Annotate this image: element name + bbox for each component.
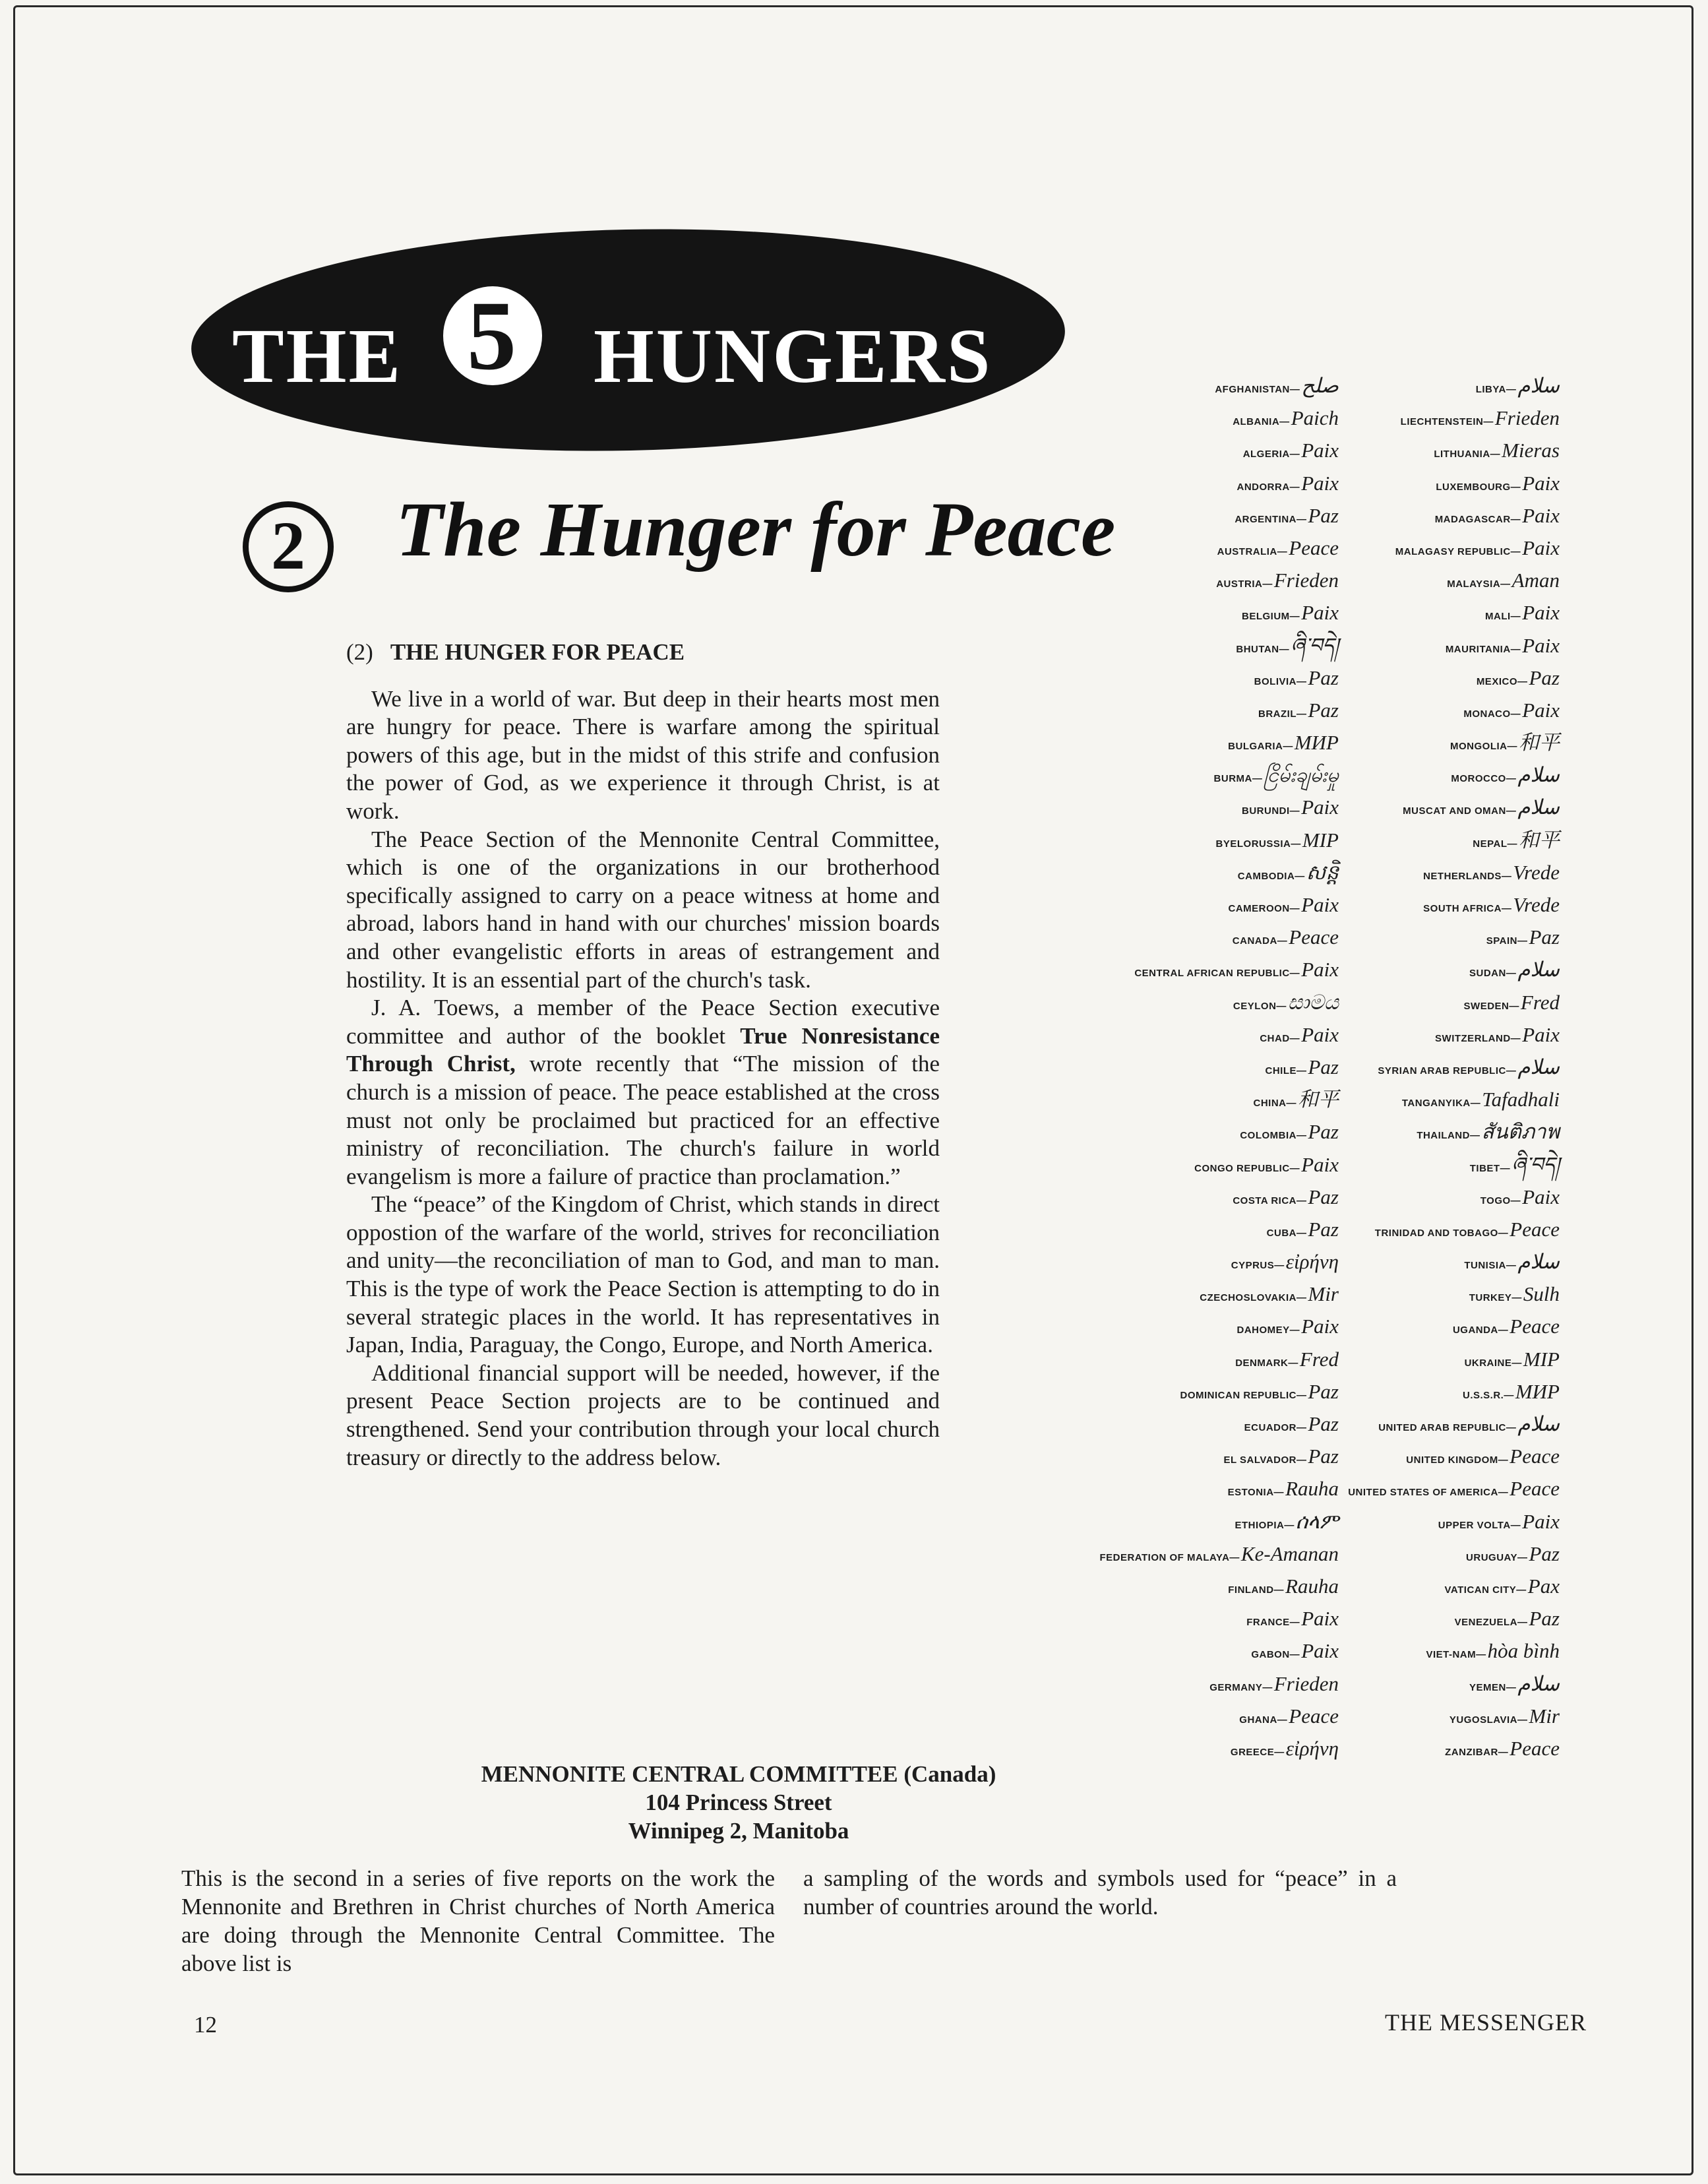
peace-list-item bbox=[1138, 596, 1560, 629]
article-paragraph bbox=[346, 994, 940, 1191]
peace-word: Rauha bbox=[1285, 1477, 1339, 1501]
peace-word: Paix bbox=[1301, 1315, 1339, 1338]
country-name: CEYLON— bbox=[1233, 1000, 1287, 1012]
peace-word: Paz bbox=[1308, 1185, 1339, 1208]
country-name: URUGUAY— bbox=[1466, 1551, 1528, 1563]
peace-list-item bbox=[1138, 1635, 1560, 1667]
peace-word: ཞི་བདེ། bbox=[1511, 1152, 1560, 1176]
country-name: COLOMBIA— bbox=[1240, 1130, 1307, 1142]
peace-list-item bbox=[1138, 564, 1560, 596]
peace-word: Paz bbox=[1529, 1542, 1560, 1565]
article-paragraph: The Peace Section of the Mennonite Central Committee, which is one of the organizations in our brotherhood specifically assigned to carry on a peace witness at home and abroad, labors hand in hand with our churches' mission boards and other evangelistic efforts in areas of estrangement and hostility. It is an essential part of the church's task. bbox=[346, 826, 940, 993]
country-name: MALAGASY REPUBLIC— bbox=[1395, 546, 1521, 557]
page-title: The Hunger for Peace bbox=[396, 486, 1116, 573]
peace-list-item bbox=[1138, 1408, 1560, 1440]
peace-word: Frieden bbox=[1273, 569, 1339, 592]
peace-word: Paz bbox=[1308, 1120, 1339, 1144]
country-name: BURMA— bbox=[1213, 773, 1263, 785]
address-line: MENNONITE CENTRAL COMMITTEE (Canada) bbox=[481, 1761, 996, 1787]
peace-word: МІР bbox=[1523, 1347, 1560, 1371]
country-name: AUSTRIA— bbox=[1216, 578, 1273, 590]
peace-list-item bbox=[1138, 726, 1560, 759]
country-name: SPAIN— bbox=[1486, 935, 1528, 947]
country-name: MUSCAT AND OMAN— bbox=[1403, 805, 1517, 817]
peace-list-item bbox=[1138, 1505, 1560, 1538]
country-name: LUXEMBOURG— bbox=[1436, 481, 1521, 493]
country-name: CHILE— bbox=[1265, 1065, 1307, 1076]
peace-word: Paix bbox=[1301, 1639, 1339, 1663]
country-name: MALAYSIA— bbox=[1447, 578, 1511, 590]
peace-word: Paix bbox=[1522, 536, 1560, 559]
peace-list-item bbox=[1138, 1018, 1560, 1051]
peace-word: سلام bbox=[1517, 1055, 1560, 1078]
subtitle-number-badge: 2 bbox=[243, 501, 334, 592]
country-name: CUBA— bbox=[1266, 1227, 1307, 1239]
peace-word: Paix bbox=[1301, 958, 1339, 982]
peace-word: سلام bbox=[1517, 374, 1560, 397]
country-name: COSTA RICA— bbox=[1233, 1195, 1307, 1206]
country-name: DENMARK— bbox=[1235, 1357, 1298, 1369]
country-name: SOUTH AFRICA— bbox=[1423, 903, 1512, 914]
country-name: MONGOLIA— bbox=[1450, 741, 1517, 753]
peace-word: සාමය bbox=[1287, 990, 1339, 1014]
footnote-left: This is the second in a series of five reports on the work the Mennonite and Brethren in Christ churches of North America are doing through the Mennonite Central Committee. The above list is bbox=[181, 1865, 775, 1976]
country-name: FINLAND— bbox=[1228, 1584, 1285, 1596]
peace-word: Frieden bbox=[1494, 406, 1560, 430]
peace-word: hòa bình bbox=[1487, 1639, 1560, 1663]
masthead-prefix: THE bbox=[232, 313, 403, 399]
peace-list-item bbox=[1138, 1602, 1560, 1635]
peace-word: Tafadhali bbox=[1482, 1088, 1560, 1111]
peace-list-item bbox=[1138, 1375, 1560, 1408]
peace-word: Ke-Amanan bbox=[1240, 1542, 1339, 1565]
peace-list-item bbox=[1138, 986, 1560, 1018]
country-name: CAMEROON— bbox=[1228, 903, 1300, 914]
country-name: GHANA— bbox=[1239, 1714, 1288, 1726]
country-name: ALBANIA— bbox=[1233, 416, 1290, 428]
peace-word-list-right bbox=[1138, 369, 1560, 1764]
peace-word: Paix bbox=[1522, 1509, 1560, 1533]
peace-word: سلام bbox=[1517, 1250, 1560, 1274]
country-name: U.S.S.R.— bbox=[1462, 1389, 1514, 1401]
country-name: GABON— bbox=[1251, 1649, 1300, 1661]
peace-list-item bbox=[1138, 1472, 1560, 1505]
booklet-title: True Nonresistance Through Christ, bbox=[346, 1022, 940, 1077]
country-name: CHINA— bbox=[1253, 1098, 1296, 1109]
peace-word: Paix bbox=[1522, 633, 1560, 657]
country-name: ZANZIBAR— bbox=[1445, 1746, 1509, 1758]
article-paragraph: Additional financial support will be needed, however, if the present Peace Section projects are to be continued and strengthened. Send your contribution through your local church treasury or directly to the address below. bbox=[346, 1359, 940, 1470]
country-name: VENEZUELA— bbox=[1454, 1617, 1528, 1629]
country-name: UNITED KINGDOM— bbox=[1406, 1454, 1509, 1466]
peace-word: Sulh bbox=[1523, 1282, 1560, 1306]
peace-word: Paz bbox=[1308, 1379, 1339, 1403]
article-heading-number: (2) bbox=[346, 639, 373, 665]
peace-list-item bbox=[1138, 1310, 1560, 1342]
peace-list-item bbox=[1138, 369, 1560, 402]
peace-word: Rauha bbox=[1285, 1574, 1339, 1598]
peace-word: Paix bbox=[1301, 796, 1339, 819]
country-name: FEDERATION OF MALAYA— bbox=[1099, 1551, 1240, 1563]
country-name: MALI— bbox=[1485, 611, 1521, 623]
country-name: BHUTAN— bbox=[1236, 643, 1290, 655]
masthead-number: 5 bbox=[443, 286, 542, 385]
country-name: BELGIUM— bbox=[1242, 611, 1300, 623]
country-name: CONGO REPUBLIC— bbox=[1194, 1162, 1300, 1174]
country-name: LIECHTENSTEIN— bbox=[1400, 416, 1494, 428]
address-line: 104 Princess Street bbox=[645, 1790, 832, 1815]
country-name: VATICAN CITY— bbox=[1444, 1584, 1527, 1596]
peace-list-item bbox=[1138, 1343, 1560, 1375]
country-name: CAMBODIA— bbox=[1237, 870, 1305, 882]
peace-list-item bbox=[1138, 921, 1560, 953]
country-name: TURKEY— bbox=[1469, 1292, 1522, 1304]
country-name: BRAZIL— bbox=[1258, 708, 1307, 720]
peace-list-item bbox=[1138, 856, 1560, 889]
peace-word: Fred bbox=[1299, 1347, 1339, 1371]
peace-word: Peace bbox=[1289, 1704, 1339, 1728]
peace-list-item bbox=[1138, 1570, 1560, 1602]
peace-word: ሰላም bbox=[1295, 1509, 1339, 1533]
country-name: LIBYA— bbox=[1475, 384, 1517, 395]
country-name: MOROCCO— bbox=[1451, 773, 1517, 785]
country-name: UKRAINE— bbox=[1464, 1357, 1522, 1369]
peace-word: سلام bbox=[1517, 1671, 1560, 1695]
peace-word: Paz bbox=[1308, 1217, 1339, 1241]
peace-word: Paix bbox=[1522, 601, 1560, 625]
peace-word: Paix bbox=[1301, 471, 1339, 495]
peace-word: Vrede bbox=[1513, 893, 1560, 916]
peace-word: 和平 bbox=[1519, 828, 1560, 852]
country-name: BOLIVIA— bbox=[1254, 675, 1307, 687]
country-name: AFGHANISTAN— bbox=[1215, 384, 1300, 395]
country-name: TRINIDAD AND TOBAGO— bbox=[1374, 1227, 1509, 1239]
peace-word: Peace bbox=[1510, 1477, 1560, 1501]
country-name: YUGOSLAVIA— bbox=[1449, 1714, 1528, 1726]
country-name: UNITED ARAB REPUBLIC— bbox=[1378, 1422, 1517, 1433]
country-name: CHAD— bbox=[1260, 1032, 1300, 1044]
peace-word: Paz bbox=[1308, 1445, 1339, 1468]
country-name: FRANCE— bbox=[1246, 1617, 1300, 1629]
peace-word: Paz bbox=[1529, 1607, 1560, 1631]
peace-word: Aman bbox=[1511, 569, 1560, 592]
country-name: CENTRAL AFRICAN REPUBLIC— bbox=[1134, 968, 1300, 980]
peace-word: Peace bbox=[1510, 1315, 1560, 1338]
peace-list-item bbox=[1138, 1732, 1560, 1764]
country-name: SUDAN— bbox=[1469, 968, 1517, 980]
peace-word: Paix bbox=[1301, 439, 1339, 462]
peace-word: 和平 bbox=[1519, 731, 1560, 755]
peace-word: Paz bbox=[1308, 503, 1339, 527]
peace-word: ཞི་བདེ། bbox=[1291, 633, 1339, 657]
country-name: MEXICO— bbox=[1476, 675, 1528, 687]
article-text: wrote recently that “The mission of the church is a mission of peace. The peace established at the cross must not only be proclaimed but practiced for an effective ministry of reconciliation. The church's failure in world evangelism is more a failure of practice than proclamation.” bbox=[346, 1051, 940, 1189]
footnote-right: a sampling of the words and symbols used for “peace” in a number of countries around the world. bbox=[803, 1865, 1397, 1919]
country-name: DAHOMEY— bbox=[1236, 1325, 1300, 1336]
peace-word: Paix bbox=[1301, 1607, 1339, 1631]
country-name: CZECHOSLOVAKIA— bbox=[1200, 1292, 1307, 1304]
peace-word: εἰρήνη bbox=[1285, 1736, 1339, 1760]
article-paragraph: We live in a world of war. But deep in their hearts most men are hungry for peace. There is warfare among the spiritual powers of this age, but in the midst of this strife and confusion the power of God, as we experience it through Christ, is at work. bbox=[346, 685, 940, 824]
peace-word: Mir bbox=[1529, 1704, 1560, 1728]
peace-word: Paix bbox=[1522, 503, 1560, 527]
country-name: EL SALVADOR— bbox=[1223, 1454, 1307, 1466]
peace-word: Paix bbox=[1522, 1185, 1560, 1208]
country-name: SWITZERLAND— bbox=[1435, 1032, 1521, 1044]
peace-list-item bbox=[1138, 1148, 1560, 1181]
peace-word: سلام bbox=[1517, 796, 1560, 819]
peace-word: Peace bbox=[1510, 1217, 1560, 1241]
country-name: ETHIOPIA— bbox=[1235, 1519, 1295, 1531]
peace-word: Fred bbox=[1520, 990, 1560, 1014]
peace-word: Paz bbox=[1308, 698, 1339, 722]
country-name: ANDORRA— bbox=[1236, 481, 1300, 493]
country-name: NETHERLANDS— bbox=[1423, 870, 1512, 882]
country-name: MONACO— bbox=[1463, 708, 1521, 720]
peace-word: ငြိမ်းချမ်းမှု bbox=[1264, 763, 1339, 787]
article-text: J. A. Toews, a member of the Peace Section executive committee and author of the booklet bbox=[346, 995, 940, 1049]
peace-word: សន្តិ bbox=[1306, 860, 1339, 884]
article-heading bbox=[346, 639, 940, 667]
article-heading-text: THE HUNGER FOR PEACE bbox=[390, 639, 685, 665]
peace-list-item bbox=[1138, 402, 1560, 434]
peace-word: Peace bbox=[1289, 536, 1339, 559]
country-name: TIBET— bbox=[1469, 1162, 1511, 1174]
peace-list-item bbox=[1138, 1700, 1560, 1732]
country-name: GREECE— bbox=[1230, 1746, 1285, 1758]
country-name: BURUNDI— bbox=[1242, 805, 1300, 817]
peace-word: سلام bbox=[1517, 958, 1560, 982]
country-name: TANGANYIKA— bbox=[1401, 1098, 1481, 1109]
country-name: SWEDEN— bbox=[1463, 1000, 1519, 1012]
peace-word: Paix bbox=[1301, 601, 1339, 625]
peace-list-item bbox=[1138, 1213, 1560, 1245]
country-name: CYPRUS— bbox=[1231, 1260, 1285, 1272]
country-name: ESTONIA— bbox=[1227, 1487, 1285, 1499]
peace-word: صلح bbox=[1301, 374, 1339, 397]
peace-word: سلام bbox=[1517, 1412, 1560, 1435]
peace-list-item bbox=[1138, 434, 1560, 466]
peace-list-item bbox=[1138, 1115, 1560, 1148]
peace-word: Paz bbox=[1308, 1055, 1339, 1078]
peace-word: Paix bbox=[1301, 1152, 1339, 1176]
peace-list-item bbox=[1138, 824, 1560, 856]
peace-list-item bbox=[1138, 1181, 1560, 1213]
magazine-name: THE MESSENGER bbox=[1385, 2009, 1587, 2036]
peace-word: Paz bbox=[1308, 1412, 1339, 1435]
peace-list-item bbox=[1138, 629, 1560, 662]
country-name: ARGENTINA— bbox=[1235, 513, 1307, 525]
peace-list-item bbox=[1138, 759, 1560, 791]
country-name: VIET-NAM— bbox=[1426, 1649, 1486, 1661]
peace-word: МІР bbox=[1302, 828, 1339, 852]
peace-list-item bbox=[1138, 791, 1560, 823]
peace-word: Paz bbox=[1529, 666, 1560, 689]
article-body bbox=[346, 639, 940, 1472]
peace-word: Paix bbox=[1522, 471, 1560, 495]
country-name: BULGARIA— bbox=[1228, 741, 1293, 753]
country-name: AUSTRALIA— bbox=[1217, 546, 1288, 557]
peace-list-item bbox=[1138, 1083, 1560, 1115]
country-name: MAURITANIA— bbox=[1445, 643, 1521, 655]
country-name: THAILAND— bbox=[1417, 1130, 1480, 1142]
country-name: LITHUANIA— bbox=[1434, 449, 1501, 460]
country-name: SYRIAN ARAB REPUBLIC— bbox=[1378, 1065, 1517, 1076]
peace-list-item bbox=[1138, 1440, 1560, 1472]
article-paragraph: The “peace” of the Kingdom of Christ, which stands in direct oppostion of the warfare of the world, strives for reconciliation and unity—the reconciliation of man to God, and man to man. This is the type of work the Peace Section is attempting to do in several strategic places in the world. It has representatives in Japan, India, Paraguay, the Congo, Europe, and North America. bbox=[346, 1191, 940, 1358]
peace-word: εἰρήνη bbox=[1285, 1250, 1339, 1274]
country-name: GERMANY— bbox=[1209, 1681, 1273, 1693]
peace-list-item bbox=[1138, 1245, 1560, 1278]
peace-word: Vrede bbox=[1513, 860, 1560, 884]
country-name: CANADA— bbox=[1232, 935, 1288, 947]
country-name: UPPER VOLTA— bbox=[1438, 1519, 1521, 1531]
address-line: Winnipeg 2, Manitoba bbox=[628, 1818, 849, 1844]
country-name: TOGO— bbox=[1480, 1195, 1521, 1206]
peace-list-item bbox=[1138, 532, 1560, 564]
peace-word: Peace bbox=[1289, 925, 1339, 949]
peace-word: Mir bbox=[1308, 1282, 1339, 1306]
peace-list-item bbox=[1138, 953, 1560, 985]
peace-word: Peace bbox=[1510, 1445, 1560, 1468]
country-name: TUNISIA— bbox=[1464, 1260, 1517, 1272]
mailing-address bbox=[369, 1760, 1108, 1845]
peace-list-item bbox=[1138, 1051, 1560, 1083]
peace-word: Paix bbox=[1522, 1022, 1560, 1046]
peace-list-item bbox=[1138, 1668, 1560, 1700]
peace-word: Paich bbox=[1291, 406, 1339, 430]
peace-word: Pax bbox=[1527, 1574, 1560, 1598]
peace-list-item bbox=[1138, 1278, 1560, 1310]
country-name: MADAGASCAR— bbox=[1434, 513, 1521, 525]
peace-word: МИР bbox=[1294, 731, 1339, 755]
masthead-suffix: HUNGERS bbox=[594, 313, 992, 399]
peace-word: Paix bbox=[1301, 1022, 1339, 1046]
peace-word: МИР bbox=[1515, 1379, 1560, 1403]
country-name: UGANDA— bbox=[1452, 1325, 1509, 1336]
peace-word: Paix bbox=[1301, 893, 1339, 916]
peace-word: Paz bbox=[1308, 666, 1339, 689]
peace-list-item bbox=[1138, 889, 1560, 921]
peace-list-item bbox=[1138, 694, 1560, 726]
peace-list-item bbox=[1138, 499, 1560, 532]
country-name: BYELORUSSIA— bbox=[1215, 838, 1301, 850]
peace-word: Frieden bbox=[1273, 1671, 1339, 1695]
peace-list-item bbox=[1138, 662, 1560, 694]
peace-list-item bbox=[1138, 1538, 1560, 1570]
country-name: ECUADOR— bbox=[1244, 1422, 1307, 1433]
country-name: DOMINICAN REPUBLIC— bbox=[1180, 1389, 1307, 1401]
page-number: 12 bbox=[194, 2012, 217, 2038]
peace-word: Peace bbox=[1510, 1736, 1560, 1760]
peace-word: Paz bbox=[1529, 925, 1560, 949]
country-name: UNITED STATES OF AMERICA— bbox=[1348, 1487, 1509, 1499]
peace-word: Paix bbox=[1522, 698, 1560, 722]
peace-word: Mieras bbox=[1502, 439, 1560, 462]
peace-word: สันติภาพ bbox=[1481, 1120, 1560, 1144]
country-name: ALGERIA— bbox=[1242, 449, 1300, 460]
country-name: YEMEN— bbox=[1469, 1681, 1517, 1693]
peace-word: سلام bbox=[1517, 763, 1560, 787]
country-name: NEPAL— bbox=[1473, 838, 1517, 850]
peace-list-item bbox=[1138, 467, 1560, 499]
peace-word: 和平 bbox=[1298, 1088, 1339, 1111]
